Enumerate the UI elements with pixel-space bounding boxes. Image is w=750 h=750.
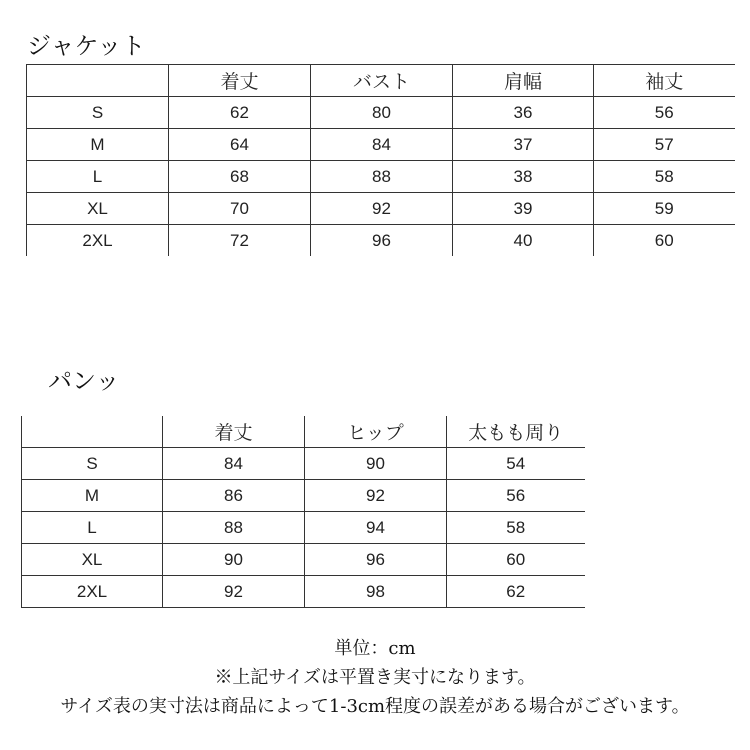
table-cell: 40 — [453, 225, 594, 257]
table-cell: 96 — [305, 544, 447, 576]
table-row — [22, 512, 585, 544]
size-label: 2XL — [22, 576, 163, 608]
table-row — [22, 448, 585, 480]
table-cell: 37 — [453, 129, 594, 161]
table-cell: 56 — [447, 480, 585, 512]
table-cell: 92 — [305, 480, 447, 512]
tolerance-note: サイズ表の実寸法は商品によって1-3cm程度の誤差がある場合がございます。 — [60, 696, 690, 717]
table-cell: 72 — [169, 225, 311, 257]
table-row — [27, 225, 735, 257]
pants-header-hip: ヒップ — [305, 416, 447, 448]
table-row — [22, 544, 585, 576]
table-cell: 59 — [594, 193, 735, 225]
size-label: XL — [27, 193, 169, 225]
table-row — [22, 480, 585, 512]
table-cell: 92 — [163, 576, 305, 608]
table-row — [27, 161, 735, 193]
size-label: S — [22, 448, 163, 480]
unit-note: 単位：cm — [334, 638, 416, 659]
table-cell: 88 — [311, 161, 453, 193]
table-cell: 39 — [453, 193, 594, 225]
table-cell: 58 — [594, 161, 735, 193]
table-cell: 92 — [311, 193, 453, 225]
table-cell: 57 — [594, 129, 735, 161]
table-cell: 56 — [594, 97, 735, 129]
size-label: S — [27, 97, 169, 129]
table-cell: 70 — [169, 193, 311, 225]
pants-size-table — [21, 416, 585, 608]
table-cell: 96 — [311, 225, 453, 257]
jacket-header-row — [27, 65, 735, 97]
table-row — [27, 129, 735, 161]
jacket-size-table — [26, 64, 735, 256]
pants-header-length: 着丈 — [163, 416, 305, 448]
measurement-note: ※上記サイズは平置き実寸になります。 — [214, 667, 536, 688]
size-label: XL — [22, 544, 163, 576]
size-label: L — [27, 161, 169, 193]
table-cell: 64 — [169, 129, 311, 161]
size-label: M — [27, 129, 169, 161]
table-cell: 84 — [163, 448, 305, 480]
jacket-title: ジャケット — [27, 32, 146, 60]
table-cell: 58 — [447, 512, 585, 544]
table-cell: 86 — [163, 480, 305, 512]
table-row — [27, 97, 735, 129]
pants-header-thigh: 太もも周り — [447, 416, 585, 448]
table-cell: 98 — [305, 576, 447, 608]
size-label: 2XL — [27, 225, 169, 257]
size-label: L — [22, 512, 163, 544]
size-label: M — [22, 480, 163, 512]
table-cell: 88 — [163, 512, 305, 544]
table-cell: 54 — [447, 448, 585, 480]
table-cell: 36 — [453, 97, 594, 129]
table-cell: 94 — [305, 512, 447, 544]
pants-header-row — [22, 416, 585, 448]
jacket-header-length: 着丈 — [169, 65, 311, 97]
table-cell: 60 — [447, 544, 585, 576]
pants-title: パンッ — [48, 367, 120, 395]
table-cell: 60 — [594, 225, 735, 257]
table-cell: 38 — [453, 161, 594, 193]
table-cell: 62 — [447, 576, 585, 608]
table-row — [27, 193, 735, 225]
table-cell: 90 — [305, 448, 447, 480]
table-row — [22, 576, 585, 608]
jacket-header-sleeve: 袖丈 — [594, 65, 735, 97]
table-cell: 80 — [311, 97, 453, 129]
table-cell: 68 — [169, 161, 311, 193]
pants-header-blank — [22, 416, 163, 448]
jacket-header-blank — [27, 65, 169, 97]
jacket-header-shoulder: 肩幅 — [453, 65, 594, 97]
jacket-header-bust: バスト — [311, 65, 453, 97]
table-cell: 62 — [169, 97, 311, 129]
table-cell: 84 — [311, 129, 453, 161]
table-cell: 90 — [163, 544, 305, 576]
